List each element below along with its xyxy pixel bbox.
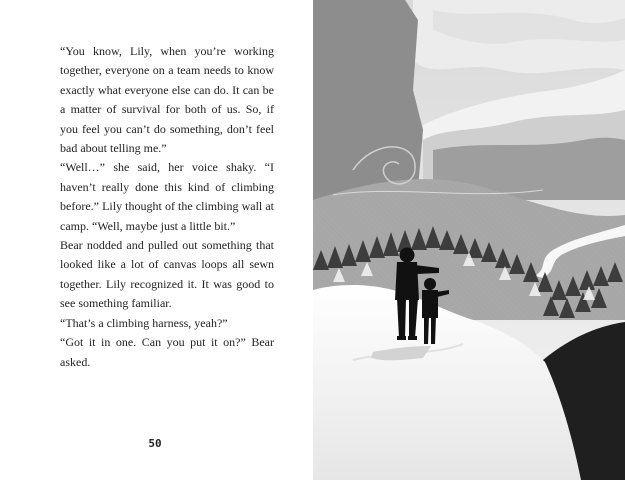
body-text (60, 42, 274, 372)
paragraph: “Got it in one. Can you put it on?” Bear asked. (60, 335, 274, 369)
paragraph: “You know, Lily, when you’re working together, everyone on a team needs to know exactly what everyone else can do. It can be a matter of survival for both of us. So, if you feel you can’t do something, don’t feel bad about telling me.” (60, 44, 274, 156)
paragraph: “That’s a climbing harness, yeah?” (60, 315, 228, 330)
illustration-svg (313, 0, 625, 480)
paragraph: “Well…” she said, her voice shaky. “I haven’t really done this kind of climbing before.” Lily thought of the climbing wall at camp. “Well, maybe just a little bit.” (60, 160, 274, 233)
illustration (313, 0, 625, 480)
page-number: 50 (148, 437, 162, 450)
paragraph: Bear nodded and pulled out something that looked like a lot of canvas loops all sewn together. Lily recognized it. It was good to see something familiar. (60, 238, 274, 311)
